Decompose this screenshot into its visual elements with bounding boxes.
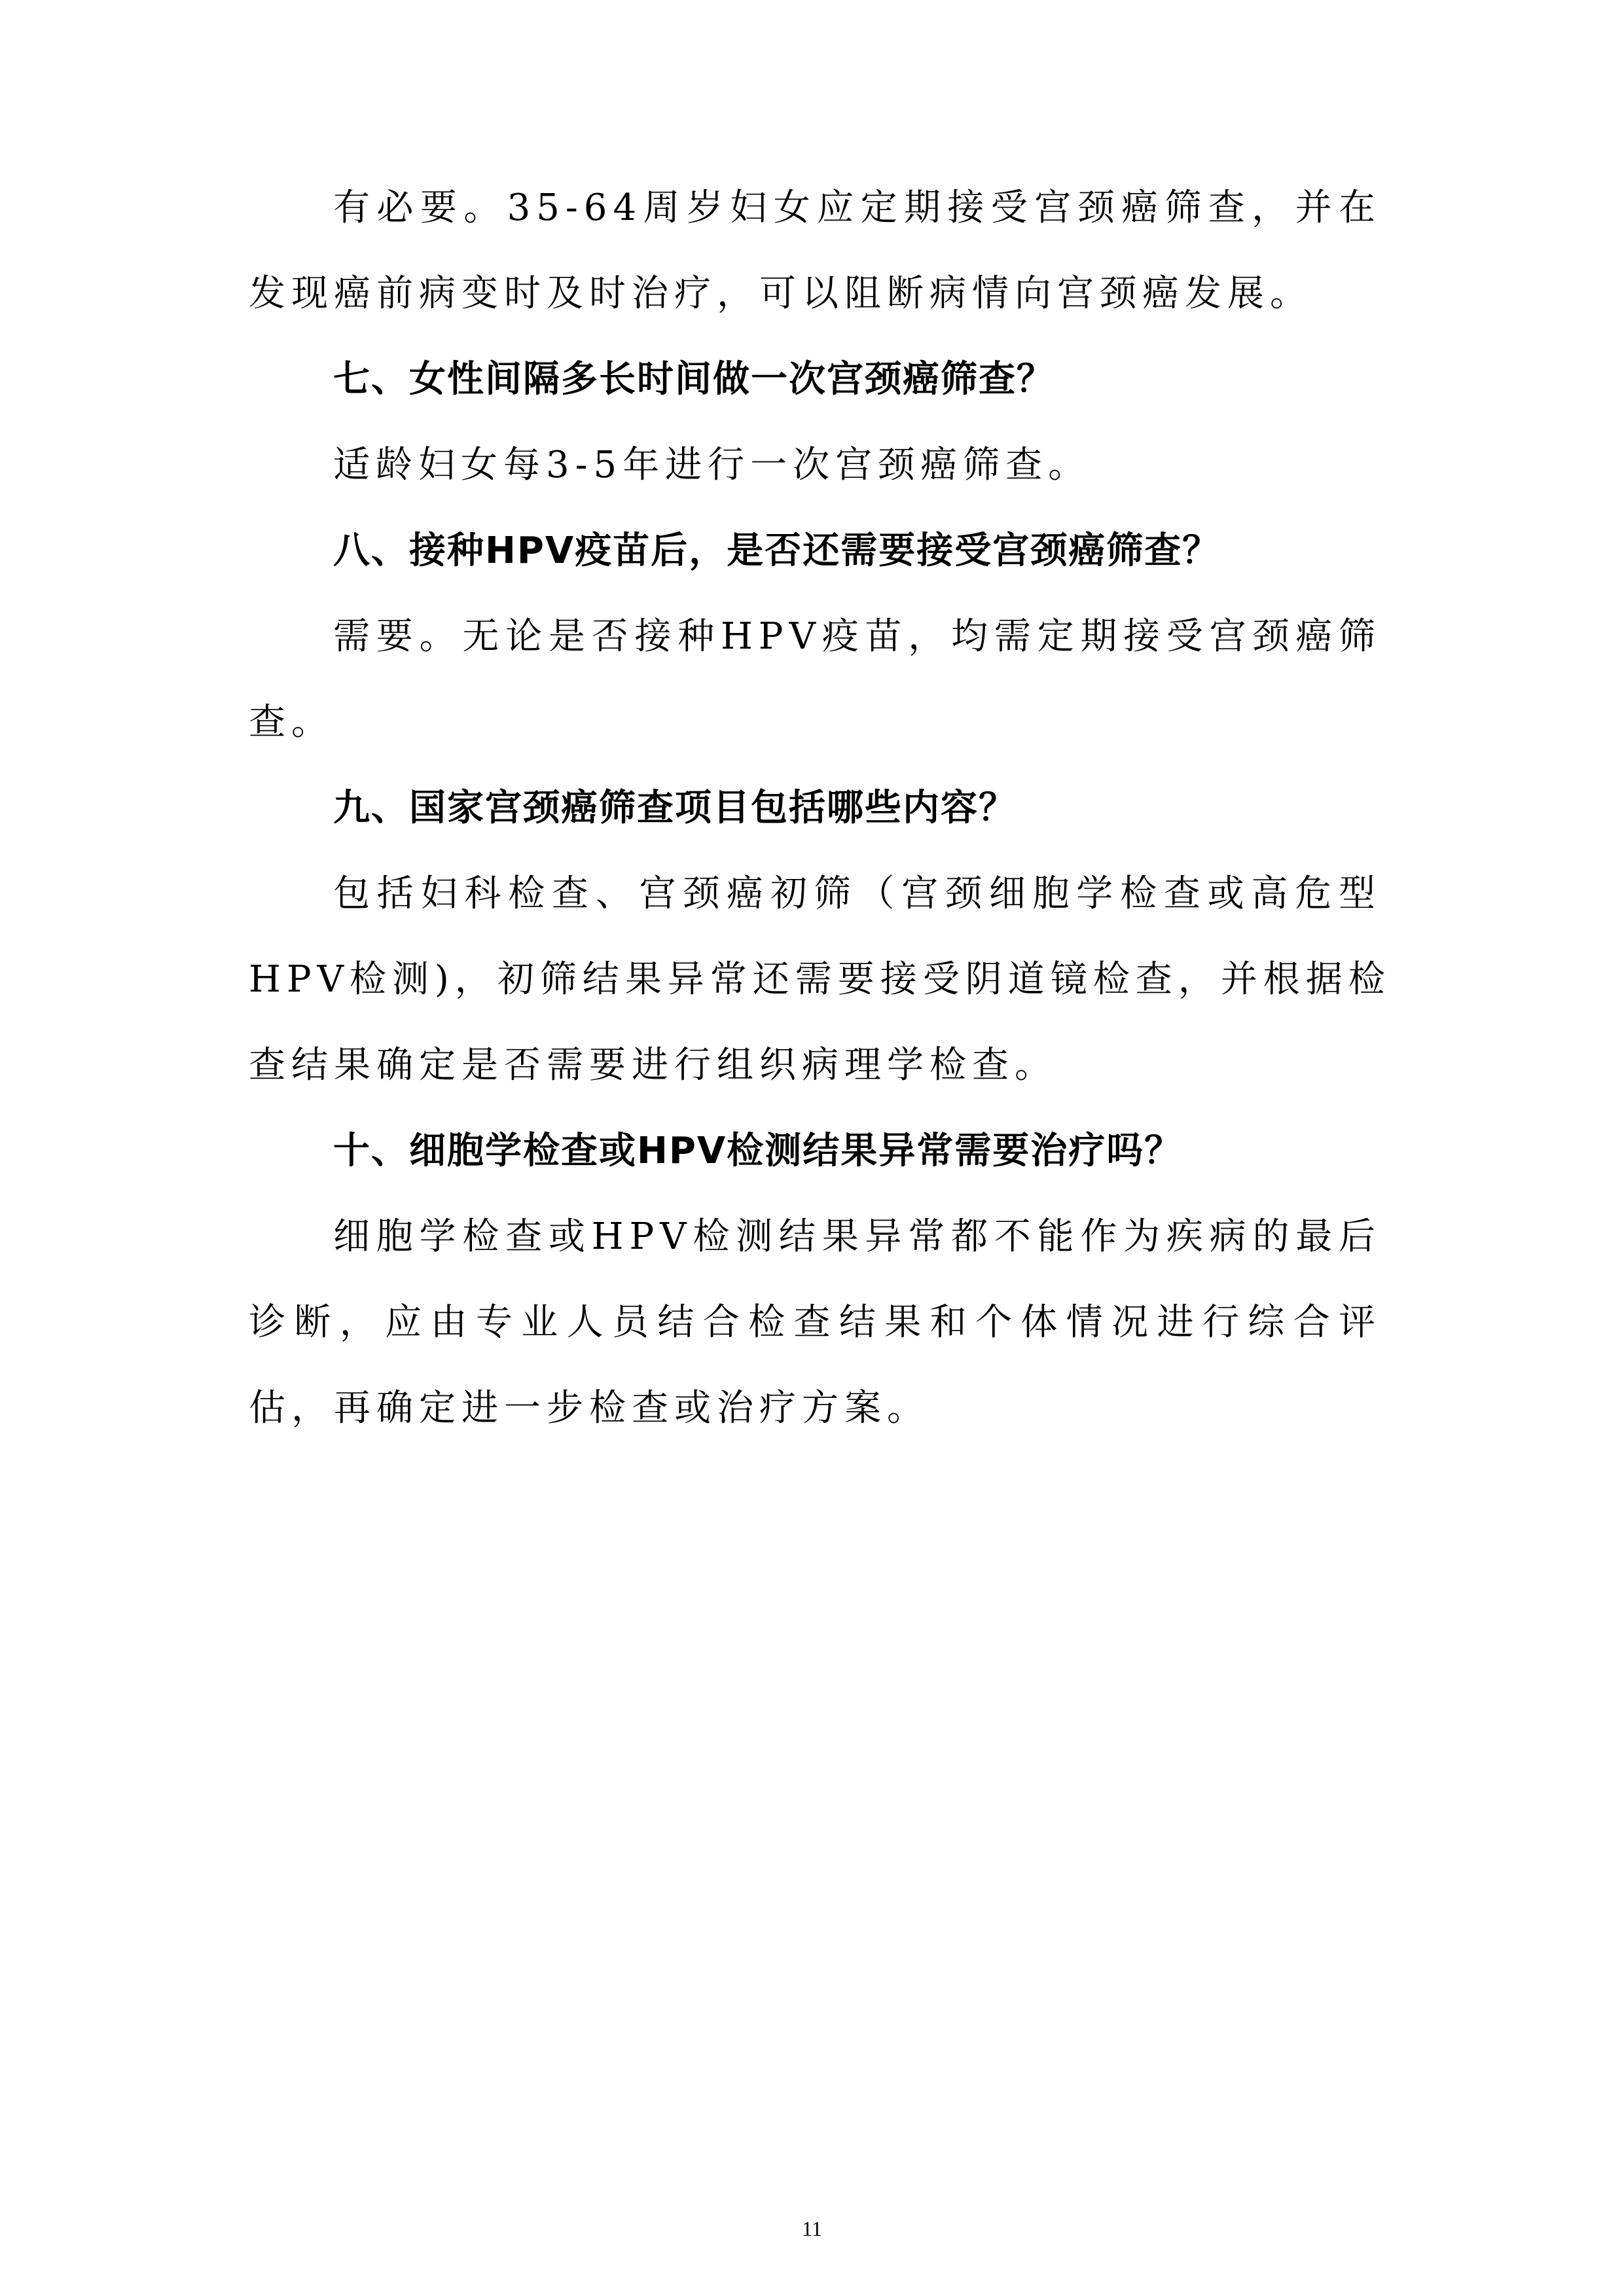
paragraph-line: HPV检测)，初筛结果异常还需要接受阴道镜检查，并根据检 (249, 958, 1391, 1001)
paragraph-line: 查结果确定是否需要进行组织病理学检查。 (249, 1044, 1057, 1086)
paragraph-line: 需要。无论是否接种HPV疫苗，均需定期接受宫颈癌筛 (333, 615, 1381, 658)
paragraph-line: 诊断，应由专业人员结合检查结果和个体情况进行综合评 (249, 1301, 1381, 1344)
page-number: 11 (802, 2217, 822, 2240)
paragraph-line: 估，再确定进一步检查或治疗方案。 (249, 1387, 929, 1429)
page-content (249, 187, 1391, 1473)
paragraph-line: 细胞学检查或HPV检测结果异常都不能作为疾病的最后 (333, 1215, 1381, 1258)
paragraph-line: 包括妇科检查、宫颈癌初筛（宫颈细胞学检查或高危型 (333, 872, 1381, 915)
paragraph-line: 适龄妇女每3-5年进行一次宫颈癌筛查。 (333, 444, 1091, 486)
section-heading: 七、女性间隔多长时间做一次宫颈癌筛查？ (333, 358, 1055, 401)
paragraph-line: 发现癌前病变时及时治疗，可以阻断病情向宫颈癌发展。 (249, 272, 1312, 315)
section-heading: 十、细胞学检查或HPV检测结果异常需要治疗吗？ (333, 1130, 1183, 1172)
paragraph-line: 有必要。35-64周岁妇女应定期接受宫颈癌筛查，并在 (333, 187, 1381, 229)
section-heading: 九、国家宫颈癌筛查项目包括哪些内容？ (333, 787, 1017, 829)
paragraph-line: 查。 (249, 701, 334, 744)
section-heading: 八、接种HPV疫苗后，是否还需要接受宫颈癌筛查？ (333, 529, 1221, 572)
